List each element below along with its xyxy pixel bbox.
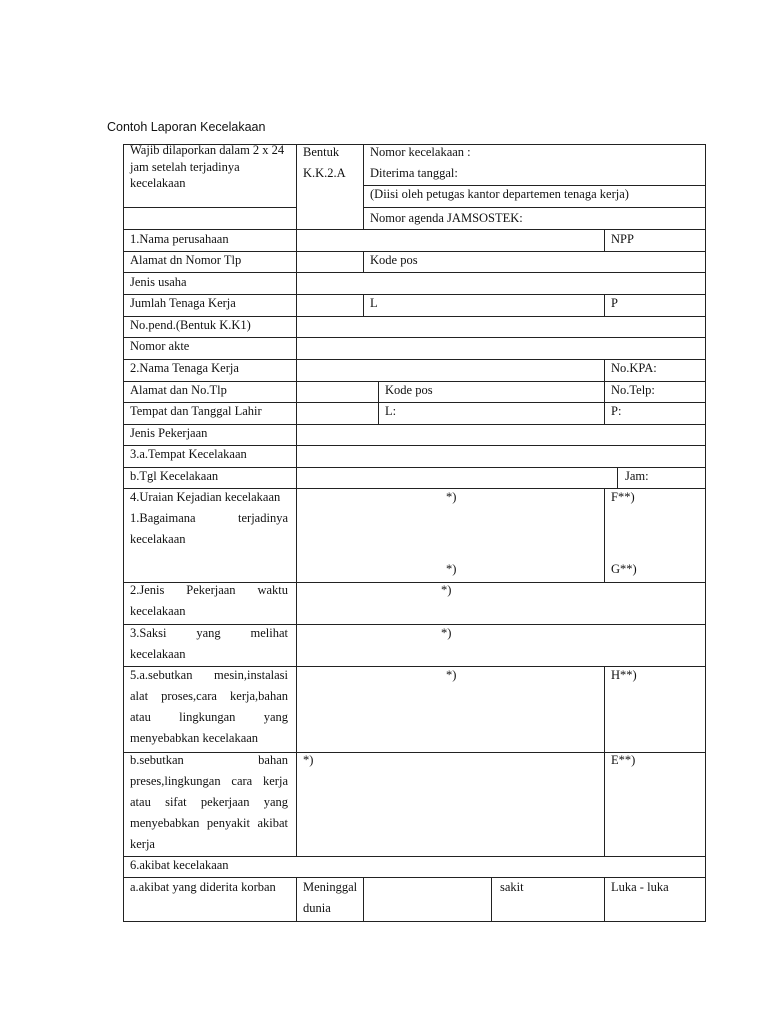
code-f-label: F**) bbox=[611, 490, 635, 504]
col-line bbox=[296, 144, 297, 230]
machine-cause-label-2: alat proses,cara kerja,bahan bbox=[130, 689, 288, 703]
col-line bbox=[604, 359, 605, 381]
how-it-happened-label-2: kecelakaan bbox=[130, 532, 186, 546]
description-heading: 4.Uraian Kejadian kecelakaan bbox=[130, 490, 281, 504]
male-count-label: L bbox=[370, 296, 378, 310]
npp-label: NPP bbox=[611, 232, 634, 246]
form-type-code: K.K.2.A bbox=[303, 166, 346, 180]
col-line bbox=[617, 467, 618, 489]
machine-cause-label-4: menyebabkan kecelakaan bbox=[130, 731, 259, 745]
accident-date-label: b.Tgl Kecelakaan bbox=[130, 469, 219, 483]
worker-address-label: Alamat dan No.Tlp bbox=[130, 383, 227, 397]
how-it-happened-label: 1.Bagaimana terjadinya bbox=[130, 511, 288, 525]
footnote-mark: *) bbox=[441, 583, 452, 597]
footnote-mark: *) bbox=[446, 668, 457, 682]
report-deadline-line: kecelakaan bbox=[130, 176, 186, 190]
code-g-label: G**) bbox=[611, 562, 637, 576]
accident-time-label: Jam: bbox=[625, 469, 649, 483]
report-deadline bbox=[130, 142, 284, 192]
received-date-label: Diterima tanggal: bbox=[370, 166, 458, 180]
machine-cause-label: 5.a.sebutkan mesin,instalasi bbox=[130, 668, 288, 682]
worker-phone-label: No.Telp: bbox=[611, 383, 655, 397]
row-line bbox=[123, 207, 297, 208]
death-label bbox=[303, 877, 357, 919]
worker-postal-label: Kode pos bbox=[385, 383, 433, 397]
col-line bbox=[378, 381, 379, 424]
registration-number-label: No.pend.(Bentuk K.K1) bbox=[130, 318, 251, 332]
company-postal-label: Kode pos bbox=[370, 253, 418, 267]
col-line bbox=[363, 877, 364, 922]
birth-place-date-label: Tempat dan Tanggal Lahir bbox=[130, 404, 262, 418]
col-line bbox=[604, 381, 605, 424]
job-type-label: Jenis Pekerjaan bbox=[130, 426, 208, 440]
col-line bbox=[296, 877, 297, 922]
row-line bbox=[123, 272, 706, 273]
material-cause-label-5: kerja bbox=[130, 837, 155, 851]
row-line bbox=[123, 424, 706, 425]
sick-label: sakit bbox=[500, 880, 524, 894]
col-line bbox=[363, 294, 364, 316]
page-title: Contoh Laporan Kecelakaan bbox=[107, 120, 266, 134]
accident-number-label: Nomor kecelakaan : bbox=[370, 145, 471, 159]
material-cause-label-4: menyebabkan penyakit akibat bbox=[130, 816, 288, 830]
col-line bbox=[296, 229, 297, 857]
form-type bbox=[303, 142, 346, 184]
table-border bbox=[123, 144, 124, 922]
workforce-label: Jumlah Tenaga Kerja bbox=[130, 296, 236, 310]
code-e-label: E**) bbox=[611, 753, 636, 767]
footnote-mark: *) bbox=[441, 626, 452, 640]
witness-label-2: kecelakaan bbox=[130, 647, 186, 661]
material-cause-label-3: atau sifat pekerjaan yang bbox=[130, 795, 288, 809]
worker-name-label: 2.Nama Tenaga Kerja bbox=[130, 361, 239, 375]
row-line bbox=[123, 337, 706, 338]
office-note: (Diisi oleh petugas kantor departemen tenaga kerja) bbox=[370, 187, 629, 201]
deed-number-label: Nomor akte bbox=[130, 339, 190, 353]
report-deadline-line: Wajib dilaporkan dalam 2 x 24 bbox=[130, 143, 285, 157]
form-type-label: Bentuk bbox=[303, 145, 340, 159]
code-h-label: H**) bbox=[611, 668, 637, 682]
business-type-label: Jenis usaha bbox=[130, 275, 187, 289]
worker-female-label: P: bbox=[611, 404, 622, 418]
job-at-accident-label-2: kecelakaan bbox=[130, 604, 186, 618]
col-line bbox=[604, 229, 605, 251]
row-line bbox=[123, 921, 706, 922]
col-line bbox=[491, 877, 492, 922]
footnote-mark: *) bbox=[446, 562, 457, 576]
female-count-label: P bbox=[611, 296, 618, 310]
machine-cause-label-3: atau lingkungan yang bbox=[130, 710, 288, 724]
col-line bbox=[363, 251, 364, 273]
table-border bbox=[705, 144, 706, 922]
col-line bbox=[604, 294, 605, 316]
material-cause-label-2: preses,lingkungan cara kerja bbox=[130, 774, 288, 788]
col-line bbox=[604, 666, 605, 857]
worker-male-label: L: bbox=[385, 404, 397, 418]
footnote-mark: *) bbox=[446, 490, 457, 504]
footnote-mark: *) bbox=[303, 753, 314, 767]
company-name-label: 1.Nama perusahaan bbox=[130, 232, 229, 246]
col-line bbox=[604, 877, 605, 922]
jamsostek-agenda-label: Nomor agenda JAMSOSTEK: bbox=[370, 211, 523, 225]
company-address-label: Alamat dn Nomor Tlp bbox=[130, 253, 242, 267]
job-at-accident-label: 2.Jenis Pekerjaan waktu bbox=[130, 583, 288, 597]
report-deadline-line: jam setelah terjadinya bbox=[130, 159, 240, 174]
death-label-line: Meninggal bbox=[303, 880, 358, 894]
col-line bbox=[604, 488, 605, 582]
victim-consequence-label: a.akibat yang diderita korban bbox=[130, 880, 276, 894]
material-cause-label: b.sebutkan bahan bbox=[130, 753, 288, 767]
witness-label: 3.Saksi yang melihat bbox=[130, 626, 288, 640]
injured-label: Luka - luka bbox=[611, 880, 669, 894]
death-label-line: dunia bbox=[303, 901, 331, 915]
consequence-heading: 6.akibat kecelakaan bbox=[130, 858, 229, 872]
accident-place-label: 3.a.Tempat Kecelakaan bbox=[130, 447, 247, 461]
col-line bbox=[363, 144, 364, 230]
kpa-number-label: No.KPA: bbox=[611, 361, 657, 375]
